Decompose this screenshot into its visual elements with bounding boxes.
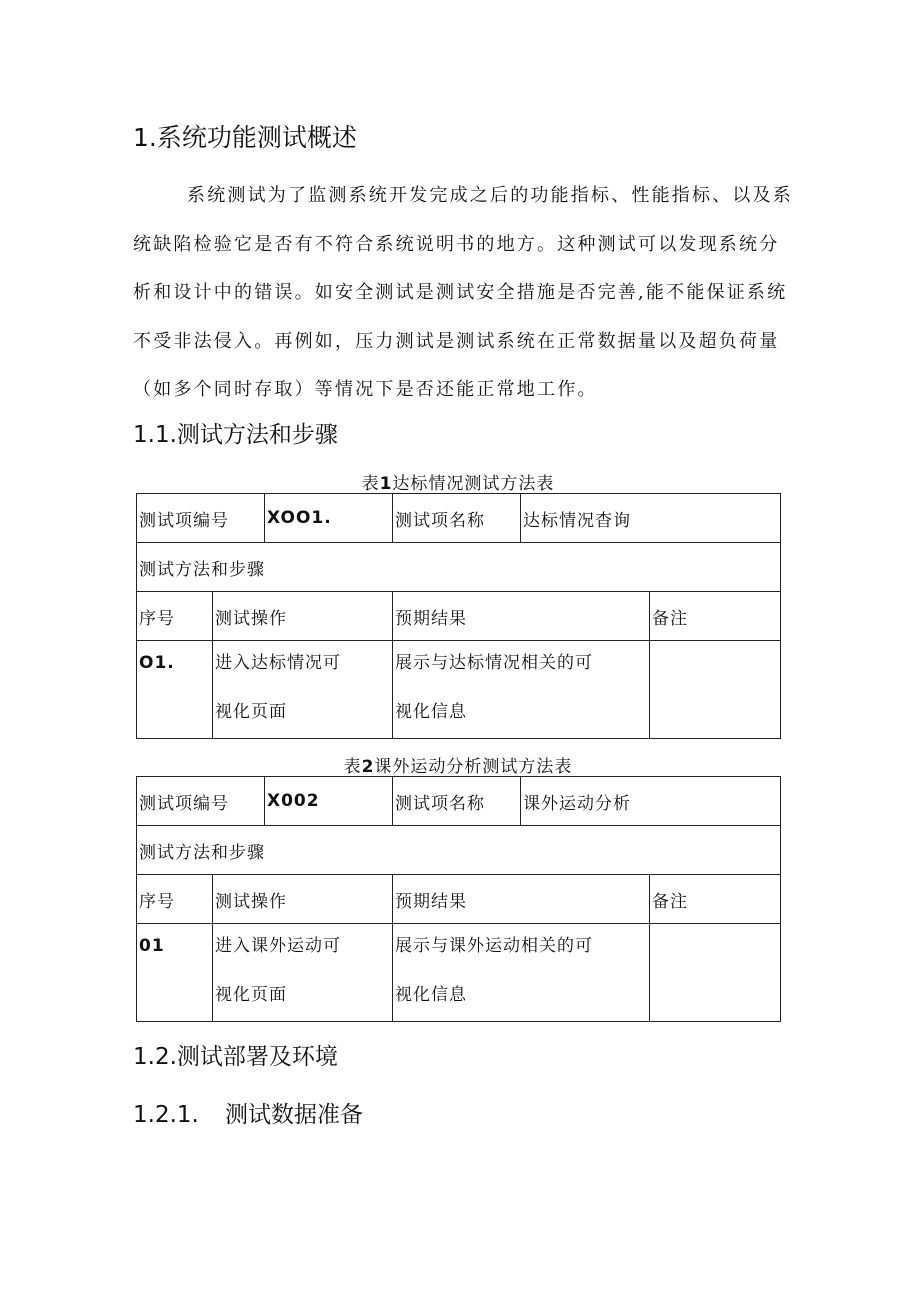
heading-number: 1.2.1.: [133, 1102, 199, 1128]
test-method-table-1: [136, 493, 781, 739]
row-note: [650, 641, 781, 739]
caption-number: 1: [379, 474, 393, 494]
row-op: 进入课外运动可 视化页面: [213, 924, 393, 1022]
row-expect: 展示与课外运动相关的可 视化信息: [393, 924, 650, 1022]
col-expect: 预期结果: [393, 592, 650, 641]
table-1-caption: [136, 469, 780, 494]
caption-prefix: 表: [343, 757, 362, 777]
item-no-value: XOO1.: [265, 494, 393, 543]
item-name-value: 达标情况杳询: [521, 494, 781, 543]
caption-text: 课外运动分析测试方法表: [374, 757, 573, 777]
col-seq: 序号: [137, 875, 213, 924]
table-row: [137, 543, 781, 592]
intro-line: 系统测试为了监测系统开发完成之后的功能指标、性能指标、以及系: [187, 185, 793, 206]
col-note: 备注: [650, 875, 781, 924]
heading-text: 测试数据准备: [225, 1102, 363, 1128]
item-no-label: 测试项编号: [137, 494, 265, 543]
subsection-title-1-2: 1.2.测试部署及环境: [133, 1044, 338, 1070]
caption-prefix: 表: [361, 474, 380, 494]
intro-paragraph: [133, 172, 793, 415]
item-name-value: 课外运动分析: [521, 777, 781, 826]
item-no-value: X002: [265, 777, 393, 826]
table-row: [137, 826, 781, 875]
row-note: [650, 924, 781, 1022]
caption-text: 达标情况测试方法表: [392, 474, 555, 494]
section-title: 1.系统功能测试概述: [133, 123, 357, 152]
table-2-caption: [136, 752, 780, 777]
table-row: [137, 494, 781, 543]
intro-line: （如多个同时存取）等情况下是否还能正常地工作。: [133, 379, 598, 400]
test-method-table-2: [136, 776, 781, 1022]
row-seq: O1.: [137, 641, 213, 739]
table-header-row: [137, 592, 781, 641]
intro-line: 析和设计中的错误。如安全测试是测试安全措施是否完善,能不能保证系统: [133, 282, 788, 303]
intro-line: 统缺陷检验它是否有不符合系统说明书的地方。这种测试可以发现系统分: [133, 233, 780, 255]
col-expect: 预期结果: [393, 875, 650, 924]
item-no-label: 测试项编号: [137, 777, 265, 826]
method-label: 测试方法和步骤: [137, 826, 781, 875]
table-row: [137, 641, 781, 739]
subsection-title-1-1: 1.1.测试方法和步骤: [133, 422, 338, 448]
col-op: 测试操作: [213, 592, 393, 641]
row-seq: 01: [137, 924, 213, 1022]
row-expect: 展示与达标情况相关的可 视化信息: [393, 641, 650, 739]
table-row: [137, 924, 781, 1022]
item-name-label: 测试项名称: [393, 777, 521, 826]
subsection-title-1-2-1: [133, 1096, 363, 1129]
row-op: 进入达标情况可 视化页面: [213, 641, 393, 739]
caption-number: 2: [361, 757, 375, 777]
intro-line: 不受非法侵入。再例如，压力测试是测试系统在正常数据量以及超负荷量: [133, 330, 780, 352]
col-op: 测试操作: [213, 875, 393, 924]
col-seq: 序号: [137, 592, 213, 641]
col-note: 备注: [650, 592, 781, 641]
method-label: 测试方法和步骤: [137, 543, 781, 592]
item-name-label: 测试项名称: [393, 494, 521, 543]
table-row: [137, 777, 781, 826]
table-header-row: [137, 875, 781, 924]
